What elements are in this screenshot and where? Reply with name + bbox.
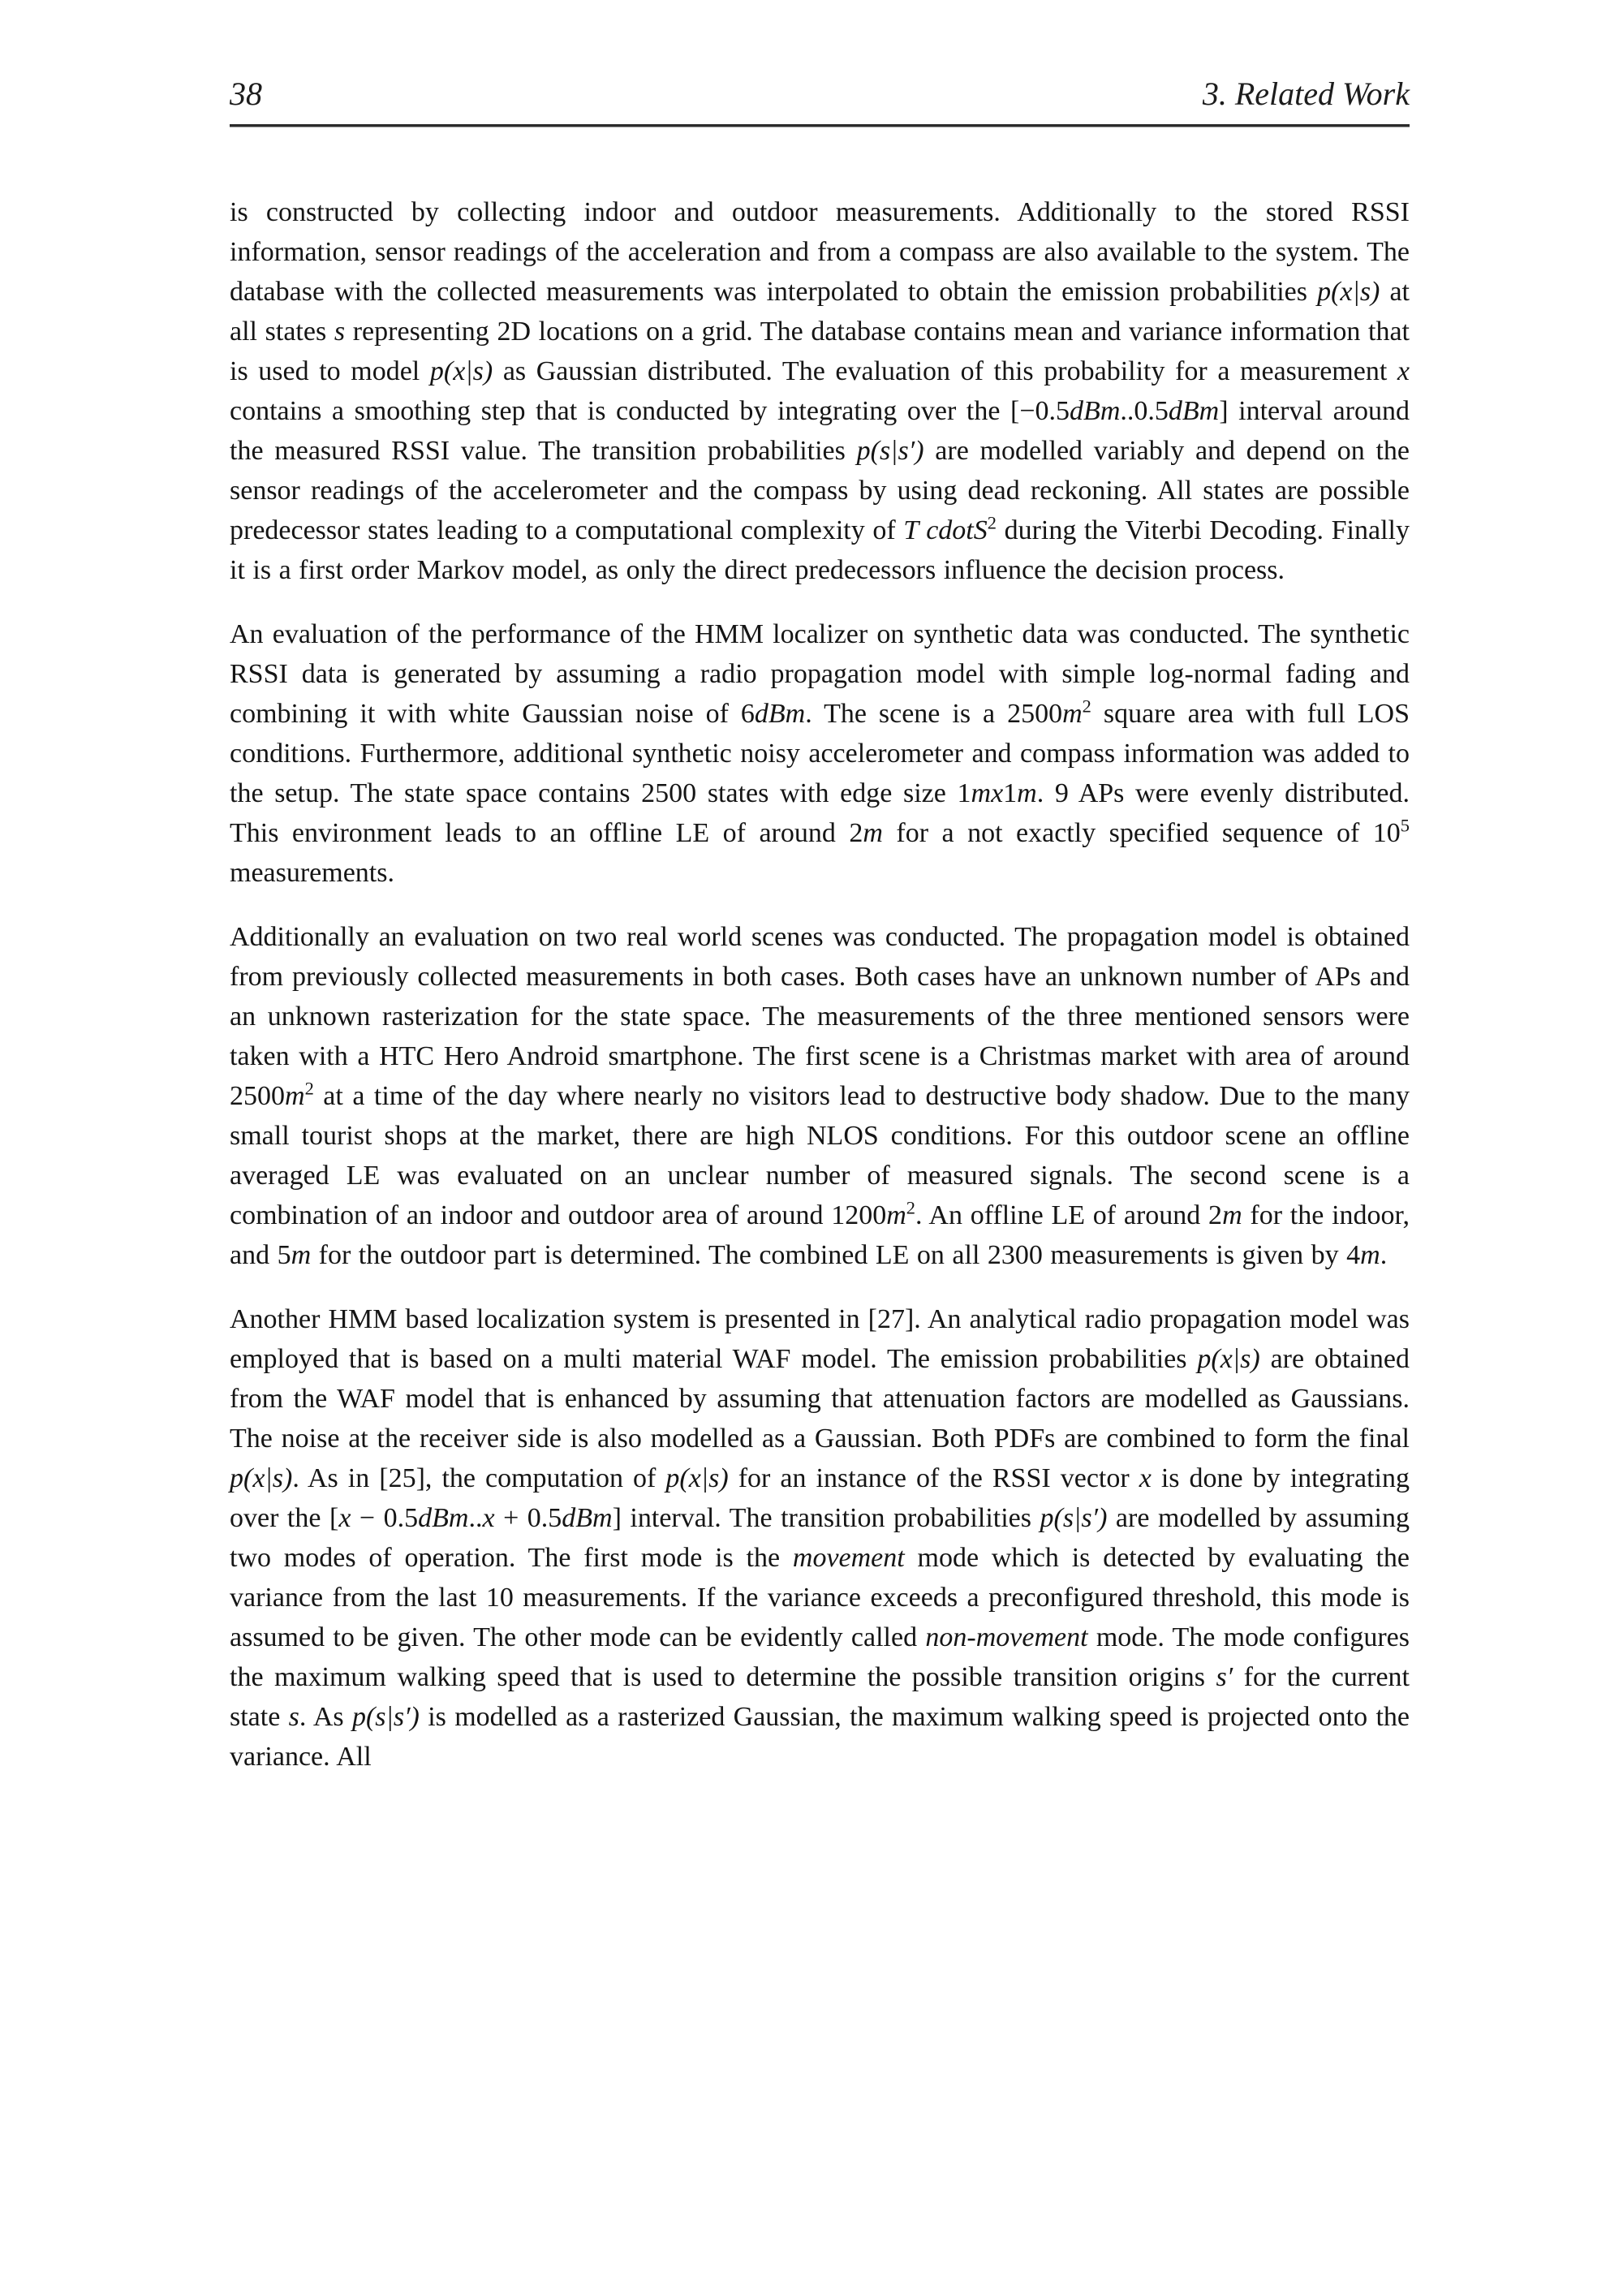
inline-math: m (886, 1200, 906, 1230)
body-text: are obtained from the WAF model that is enhanced by assuming that attenuation factors are modelled as Gaussians. The noise at the receiver side is also modelled as a Gaussian. Both PDFs are combined to form the final (230, 1344, 1410, 1454)
body-text: mode. The mode configures the maximum walking speed that is used to determine the possible transition origins (230, 1622, 1410, 1692)
inline-math: dBm (1070, 396, 1121, 426)
body-text: representing 2D locations on a grid. The database contains mean and variance information that is used to model (230, 317, 1410, 386)
paragraph (230, 192, 1410, 590)
inline-math: dBm (1168, 396, 1220, 426)
body-text: Additionally an evaluation on two real world scenes was conducted. The propagation model is obtained from previously collected measurements in both cases. Both cases have an unknown number of APs and an unknown rasterization for the state space. The measurements of the three mentioned sensors were taken with a HTC Hero Android smartphone. The first scene is a Christmas market with area of around 2500 (230, 922, 1410, 1111)
body-text: . An offline LE of around 2 (915, 1200, 1223, 1230)
paragraph (230, 614, 1410, 893)
page-header (230, 0, 1410, 113)
body-text: for a not exactly specified sequence of 10 (882, 818, 1401, 848)
page-body (230, 192, 1410, 1777)
body-text: is modelled as a rasterized Gaussian, the maximum walking speed is projected onto the variance. All (230, 1702, 1410, 1772)
body-text: . The scene is a 2500 (805, 699, 1063, 729)
body-text: for the current state (230, 1662, 1410, 1732)
chapter-title: 3. Related Work (1202, 75, 1410, 112)
body-text: is constructed by collecting indoor and outdoor measurements. Additionally to the stored RSSI information, sensor readings of the acceleration and from a compass are also available to the system. The database with the collected measurements was interpolated to obtain the emission probabilities (230, 197, 1410, 307)
body-text: .. (468, 1503, 483, 1533)
inline-math: dBm (562, 1503, 613, 1533)
body-text: for the outdoor part is determined. The combined LE on all 2300 measurements is given by 4 (311, 1240, 1361, 1270)
body-text: for an instance of the RSSI vector (728, 1463, 1139, 1493)
emphasis-text: movement (792, 1543, 905, 1573)
inline-math: x (338, 1503, 351, 1533)
inline-math: m (285, 1081, 305, 1111)
inline-math: p(x|s) (429, 356, 493, 386)
emphasis-text: non-movement (925, 1622, 1088, 1652)
page-number: 38 (230, 75, 262, 112)
inline-math: m (863, 818, 883, 848)
header-rule (230, 124, 1410, 127)
body-text: for the indoor, and 5 (230, 1200, 1410, 1270)
body-text: + 0.5 (494, 1503, 562, 1533)
body-text: are modelled by assuming two modes of operation. The first mode is the (230, 1503, 1410, 1573)
body-text: . As (299, 1702, 352, 1732)
inline-math: p(s|s′) (856, 436, 924, 466)
body-text: is done by integrating over the [ (230, 1463, 1410, 1533)
body-text: square area with full LOS conditions. Furthermore, additional synthetic noisy accelerometer and compass information was added to the setup. The state space contains 2500 states with edge size 1 (230, 699, 1410, 808)
body-text: ..0.5 (1120, 396, 1169, 426)
inline-math: x (482, 1503, 495, 1533)
body-text: contains a smoothing step that is conducted by integrating over the [−0.5 (230, 396, 1070, 426)
body-text: during the Viterbi Decoding. Finally it is a first order Markov model, as only the direct predecessors influence the decision process. (230, 515, 1410, 585)
body-text: 1 (1003, 778, 1018, 808)
page-content (230, 0, 1410, 1777)
body-text: at a time of the day where nearly no visitors lead to destructive body shadow. Due to the many small tourist shops at the market, there are high NLOS conditions. For this outdoor scene an offline averaged LE was evaluated on an unclear number of measured signals. The second scene is a combination of an indoor and outdoor area of around 1200 (230, 1081, 1410, 1230)
superscript: 2 (987, 512, 997, 533)
inline-math: m (291, 1240, 312, 1270)
inline-math: dBm (418, 1503, 469, 1533)
body-text: . 9 APs were evenly distributed. This environment leads to an offline LE of around 2 (230, 778, 1410, 848)
inline-math: p(x|s) (665, 1463, 729, 1493)
body-text: ] interval around the measured RSSI value. The transition probabilities (230, 396, 1410, 466)
superscript: 2 (906, 1197, 915, 1218)
inline-math: m (1017, 778, 1037, 808)
superscript: 2 (304, 1078, 314, 1099)
paragraph (230, 917, 1410, 1275)
inline-math: p(s|s′) (1040, 1503, 1108, 1533)
superscript: 2 (1082, 696, 1091, 717)
inline-math: p(s|s′) (351, 1702, 420, 1732)
body-text: − 0.5 (351, 1503, 419, 1533)
body-text: An evaluation of the performance of the HMM localizer on synthetic data was conducted. The synthetic RSSI data is generated by assuming a radio propagation model with simple log-normal fading and combining it with white Gaussian noise of 6 (230, 619, 1410, 729)
inline-math: dBm (754, 699, 806, 729)
inline-math: m (1222, 1200, 1242, 1230)
body-text: at all states (230, 277, 1410, 347)
body-text: . (1380, 1240, 1388, 1270)
inline-math: T cdotS (903, 515, 988, 545)
inline-math: m (1360, 1240, 1380, 1270)
body-text: Another HMM based localization system is presented in [27]. An analytical radio propagation model was employed that is based on a multi material WAF model. The emission probabilities (230, 1304, 1410, 1374)
body-text: ] interval. The transition probabilities (612, 1503, 1040, 1533)
inline-math: x (1139, 1463, 1152, 1493)
body-text: as Gaussian distributed. The evaluation of this probability for a measurement (493, 356, 1397, 386)
inline-math: s′ (1216, 1662, 1233, 1692)
body-text: measurements. (230, 858, 394, 888)
inline-math: s (334, 317, 346, 347)
inline-math: m (1062, 699, 1083, 729)
body-text: . As in [25], the computation of (292, 1463, 666, 1493)
inline-math: x (1397, 356, 1410, 386)
body-text: are modelled variably and depend on the sensor readings of the accelerometer and the compass by using dead reckoning. All states are possible predecessor states leading to a computational complexity of (230, 436, 1410, 545)
inline-math: p(x|s) (230, 1463, 293, 1493)
paragraph (230, 1299, 1410, 1777)
inline-math: p(x|s) (1317, 277, 1380, 307)
body-text: mode which is detected by evaluating the variance from the last 10 measurements. If the variance exceeds a preconfigured threshold, this mode is assumed to be given. The other mode can be evidently called (230, 1543, 1410, 1652)
inline-math: s (288, 1702, 299, 1732)
superscript: 5 (1400, 815, 1410, 836)
inline-math: p(x|s) (1197, 1344, 1260, 1374)
inline-math: mx (971, 778, 1004, 808)
